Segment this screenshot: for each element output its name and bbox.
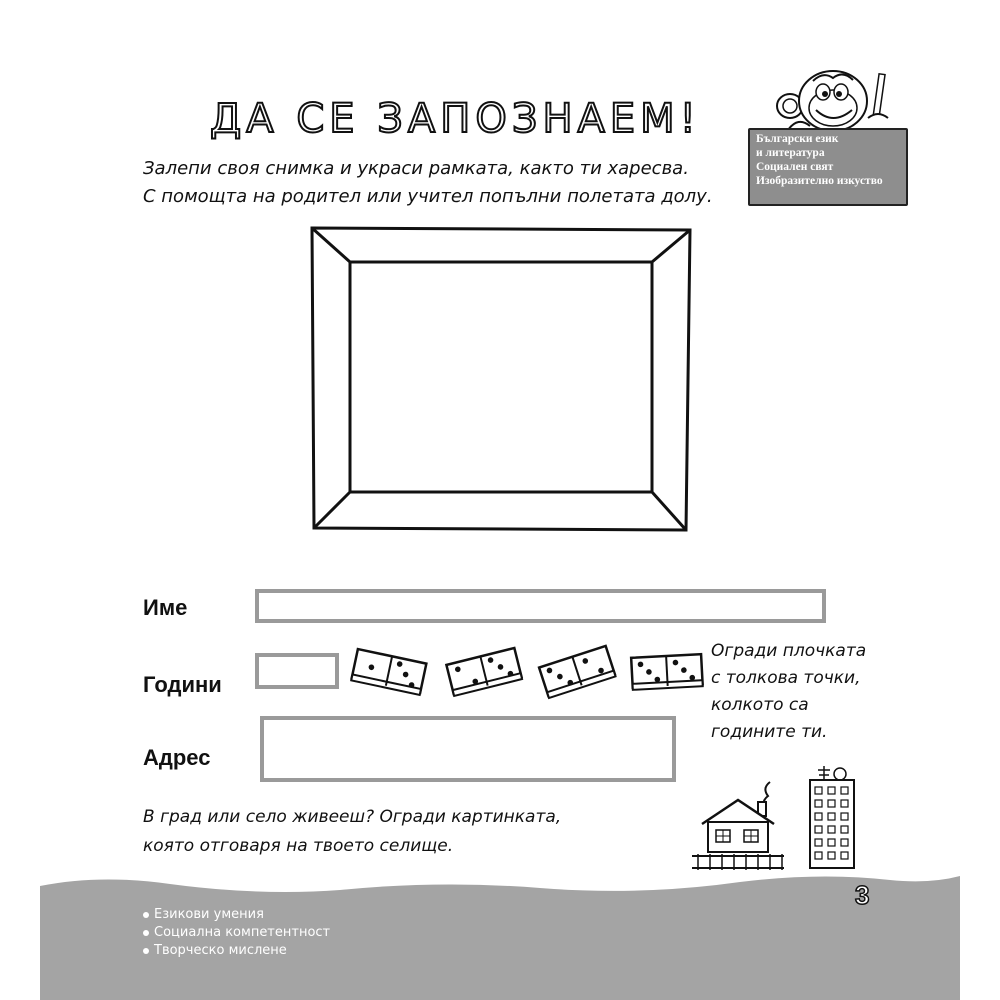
skills-list (143, 906, 330, 960)
apartment-building-icon[interactable] (806, 760, 866, 872)
skill-label: Социална компетентност (154, 925, 331, 940)
bullet-icon (143, 948, 149, 954)
subjects-box (748, 128, 908, 206)
bullet-icon (143, 912, 149, 918)
page-title: ДА СЕ ЗАПОЗНАЕМ! (210, 96, 701, 142)
domino-tile[interactable] (536, 642, 618, 700)
photo-frame[interactable] (300, 222, 700, 534)
domino-instruction-line: годините ти. (711, 722, 828, 742)
domino-instruction-line: с толкова точки, (711, 668, 861, 688)
domino-instruction (711, 638, 911, 746)
skill-label: Творческо мислене (154, 943, 287, 958)
bullet-icon (143, 930, 149, 936)
domino-tile[interactable] (626, 648, 708, 698)
domino-instruction-line: колкото са (711, 695, 809, 715)
page-number: 3 (855, 880, 870, 910)
address-label: Адрес (143, 745, 211, 770)
age-field[interactable] (255, 653, 339, 689)
skill-label: Езикови умения (154, 907, 264, 922)
address-field[interactable] (260, 716, 676, 782)
name-label: Име (143, 595, 188, 620)
name-field[interactable] (255, 589, 826, 623)
skill-item (143, 906, 330, 924)
settlement-question-line: В град или село живееш? Огради картинката, (143, 807, 562, 827)
domino-tile[interactable] (443, 642, 525, 700)
domino-instruction-line: Огради плочката (711, 641, 867, 661)
age-label: Години (143, 672, 222, 697)
instruction-line-1: Залепи своя снимка и украси рамката, както ти харесва. (143, 158, 689, 179)
skill-item (143, 942, 330, 960)
subject-line: Български език (756, 133, 839, 145)
subject-line: и литература (756, 147, 825, 159)
subject-line: Социален свят (756, 161, 834, 173)
monkey-mascot-illustration (768, 66, 898, 136)
settlement-question (143, 803, 561, 861)
settlement-question-line: която отговаря на твоето селище. (143, 836, 454, 856)
skill-item (143, 924, 330, 942)
domino-tile[interactable] (348, 642, 430, 700)
instruction-line-2: С помощта на родител или учител попълни полетата долу. (143, 186, 713, 207)
subject-line: Изобразително изкуство (756, 175, 883, 187)
